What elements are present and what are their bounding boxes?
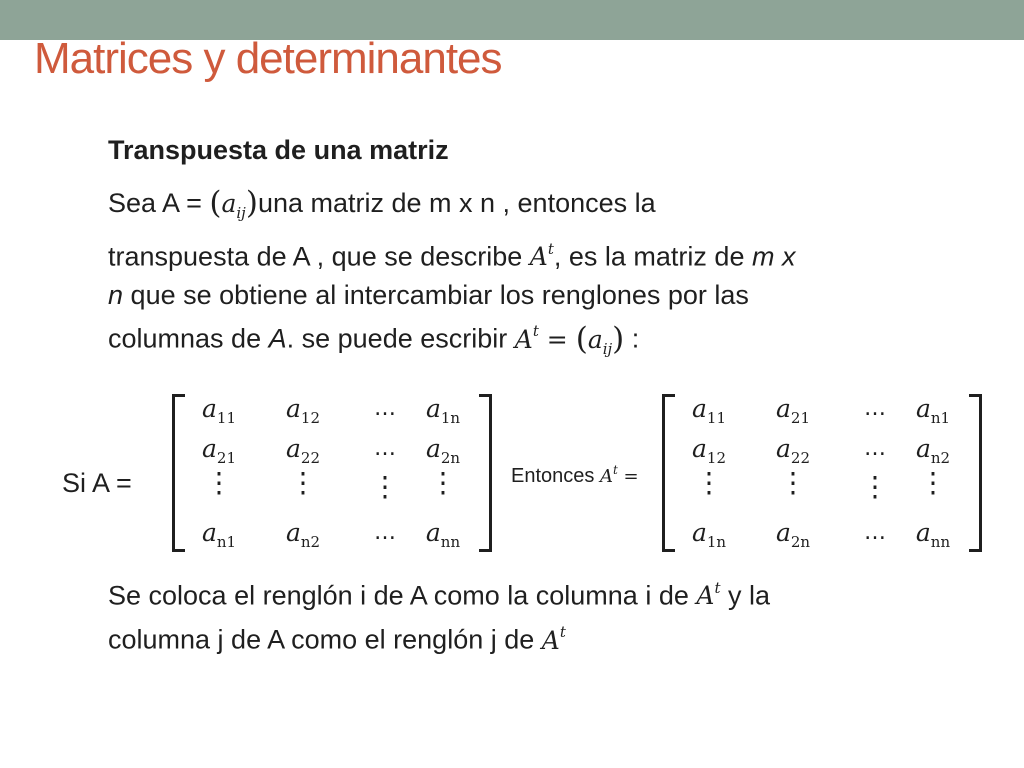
matrix-at-cell: $a_{n1}$ bbox=[915, 394, 951, 427]
matrix-a-right-bracket bbox=[479, 394, 492, 552]
matrix-at-cell: ⋮ bbox=[695, 466, 723, 499]
matrix-a-cell: ⋮ bbox=[205, 466, 233, 499]
definition-line-1 bbox=[108, 183, 998, 232]
definition-line-3: n que se obtiene al intercambiar los renglones por las bbox=[108, 280, 749, 311]
matrix-a-cell: ⋮ bbox=[429, 466, 457, 499]
matrix-at-cell: ⋮ bbox=[919, 466, 947, 499]
slide-title: Matrices y determinantes bbox=[34, 34, 502, 83]
math-aij: $(a_{ij})$ bbox=[209, 185, 258, 222]
matrix-at-cell: $a_{2n}$ bbox=[775, 518, 811, 551]
matrix-a-cell: $a_{11}$ bbox=[202, 394, 236, 427]
matrix-a-cell: $a_{2n}$ bbox=[425, 434, 461, 467]
matrix-a-cell: $a_{n1}$ bbox=[201, 518, 237, 551]
math-at-equals-aij: $A^t = (a_{ij})$ bbox=[514, 320, 625, 358]
entonces-label: Entonces $A^t$ = bbox=[511, 463, 639, 487]
matrix-a-cell: $a_{n2}$ bbox=[285, 518, 321, 551]
matrix-at-cell: … bbox=[864, 520, 886, 545]
matrix-a-cell: $a_{nn}$ bbox=[425, 518, 461, 551]
matrix-a-cell: ⋮ bbox=[371, 470, 399, 503]
matrix-at-cell: $a_{1n}$ bbox=[691, 518, 727, 551]
section-heading: Transpuesta de una matriz bbox=[108, 135, 449, 165]
matrix-at bbox=[662, 394, 982, 554]
matrix-at-cell: ⋮ bbox=[861, 470, 889, 503]
definition-paragraph bbox=[108, 183, 998, 368]
matrix-a-cell: $a_{22}$ bbox=[286, 434, 320, 467]
matrix-at-cell: $a_{nn}$ bbox=[915, 518, 951, 551]
matrix-at-cell: … bbox=[864, 436, 886, 461]
conclusion-line-1: Se coloca el renglón i de A como la columna i de $A^t$ y la bbox=[108, 579, 771, 611]
matrix-a bbox=[172, 394, 492, 554]
matrix-a-cell: $a_{21}$ bbox=[202, 434, 236, 467]
matrix-at-cell: $a_{21}$ bbox=[776, 394, 810, 427]
si-a-label: Si A = bbox=[62, 468, 132, 498]
definition-line-2: transpuesta de A , que se describe $A^t$, es la matriz de m x bbox=[108, 240, 796, 272]
matrix-a-cell: … bbox=[374, 520, 396, 545]
matrix-at-cell: $a_{11}$ bbox=[692, 394, 726, 427]
matrix-a-cell: ⋮ bbox=[289, 466, 317, 499]
math-at: $A^t$ bbox=[529, 240, 554, 272]
text-line1-rest: una matriz de m x n , entonces la bbox=[257, 188, 656, 218]
matrix-at-cell: ⋮ bbox=[779, 466, 807, 499]
text-sea-a: Sea A = bbox=[108, 188, 202, 218]
conclusion-line-2: columna j de A como el renglón j de $A^t$ bbox=[108, 623, 566, 655]
matrix-a-cell: … bbox=[374, 396, 396, 421]
matrix-a-cell: … bbox=[374, 436, 396, 461]
matrix-a-cell: $a_{1n}$ bbox=[425, 394, 461, 427]
matrix-at-cell: $a_{22}$ bbox=[776, 434, 810, 467]
conclusion-paragraph bbox=[108, 571, 998, 660]
matrix-at-right-bracket bbox=[969, 394, 982, 552]
matrix-at-cell: $a_{12}$ bbox=[692, 434, 726, 467]
matrix-at-cell: $a_{n2}$ bbox=[915, 434, 951, 467]
matrix-a-cell: $a_{12}$ bbox=[286, 394, 320, 427]
matrix-at-cell: … bbox=[864, 396, 886, 421]
definition-line-4: columnas de A. se puede escribir $A^t = (a_{ij})$ : bbox=[108, 320, 640, 358]
